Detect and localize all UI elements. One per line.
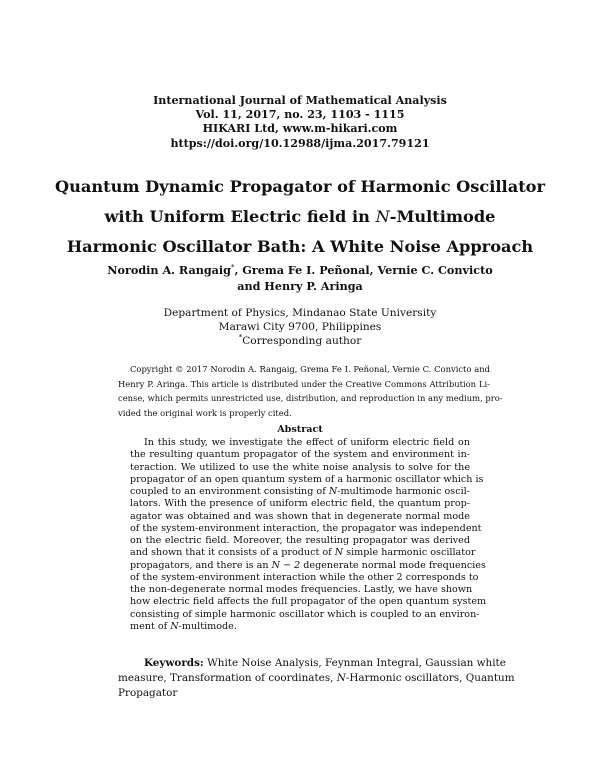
abstract-line-text: coupled to an environment consisting of bbox=[130, 486, 329, 497]
abstract-line-text: -multimode harmonic oscil- bbox=[337, 486, 470, 497]
math-n: N bbox=[170, 620, 179, 632]
corresponding-author-name: Norodin A. Rangaig bbox=[107, 263, 231, 277]
abstract-line: propagator of an open quantum system of a harmonic oscillator which is bbox=[130, 473, 484, 485]
abstract-line: teraction. We utilized to use the white noise analysis to solve for the bbox=[130, 461, 470, 473]
copyright-line: Henry P. Aringa. This article is distributed under the Creative Commons Attribution Li- bbox=[118, 378, 490, 389]
title-line-1: Quantum Dynamic Propagator of Harmonic Oscillator bbox=[54, 177, 545, 196]
abstract-line: how electric field affects the full propagator of the open quantum system bbox=[130, 596, 487, 608]
keywords-text: -Harmonic oscillators, Quantum bbox=[345, 672, 515, 685]
abstract-line: agator was obtained and was shown that in degenerate normal mode bbox=[130, 510, 470, 522]
keywords-text: White Noise Analysis, Feynman Integral, Gaussian white bbox=[203, 657, 506, 669]
keywords-text: measure, Transformation of coordinates, bbox=[118, 672, 337, 685]
keywords-line bbox=[118, 656, 506, 671]
copyright-line: vided the original work is properly cited. bbox=[118, 407, 292, 418]
title-line-2-text: with Uniform Electric field in bbox=[104, 207, 376, 227]
abstract-line-text: ment of bbox=[130, 620, 171, 632]
journal-name: International Journal of Mathematical Analysis bbox=[153, 94, 447, 107]
abstract-line bbox=[130, 559, 486, 572]
abstract-heading: Abstract bbox=[277, 424, 323, 435]
math-n-minus-2: N − 2 bbox=[271, 559, 301, 571]
abstract-line-text: -multimode. bbox=[178, 620, 237, 632]
affiliation bbox=[0, 306, 600, 348]
corresponding-note bbox=[0, 334, 600, 348]
title-line-3: Harmonic Oscillator Bath: A White Noise Approach bbox=[66, 237, 534, 257]
abstract-line-text: simple harmonic oscillator bbox=[343, 547, 476, 559]
math-n: N bbox=[336, 672, 346, 685]
title-line-2-suffix: -Multimode bbox=[389, 207, 496, 227]
abstract-line: of the system-environment interaction while the other 2 corresponds to bbox=[130, 571, 479, 583]
abstract-line-text: propagators, and there is an bbox=[130, 559, 272, 571]
title-line-2 bbox=[40, 202, 560, 232]
author-line-2: and Henry P. Aringa bbox=[237, 279, 363, 293]
abstract-text bbox=[130, 437, 487, 633]
corresponding-marker: * bbox=[231, 263, 235, 272]
abstract-line: of the system-environment interaction, the propagator was independent bbox=[130, 522, 482, 534]
copyright-line: Copyright © 2017 Norodin A. Rangaig, Grema Fe I. Peñonal, Vernie C. Convicto and bbox=[130, 364, 490, 374]
abstract-line: lators. With the presence of uniform electric field, the quantum prop- bbox=[130, 498, 470, 510]
keywords-line: Propagator bbox=[118, 687, 178, 700]
abstract-line bbox=[130, 486, 470, 498]
journal-volume: Vol. 11, 2017, no. 23, 1103 - 1115 bbox=[195, 108, 405, 122]
corresponding-note-text: Corresponding author bbox=[242, 335, 362, 347]
affiliation-department: Department of Physics, Mindanao State University bbox=[163, 307, 437, 319]
math-n: N bbox=[334, 547, 344, 559]
coauthor-names: , Grema Fe I. Peñonal, Vernie C. Convicto bbox=[234, 263, 493, 277]
journal-publisher: HIKARI Ltd, www.m-hikari.com bbox=[202, 122, 398, 136]
abstract-line bbox=[130, 621, 470, 633]
abstract-line: the non-degenerate normal modes frequencies. Lastly, we have shown bbox=[130, 584, 473, 595]
abstract-line: on the electric field. Moreover, the resulting propagator was derived bbox=[130, 535, 470, 546]
copyright-notice bbox=[118, 362, 503, 420]
affiliation-address: Marawi City 9700, Philippines bbox=[218, 321, 382, 333]
abstract-line bbox=[130, 547, 476, 559]
keywords bbox=[118, 656, 515, 702]
abstract-line-text: and shown that it consists of a product of bbox=[130, 547, 335, 559]
math-n: N bbox=[328, 486, 338, 497]
abstract-line: the resulting quantum propagator of the system and environment in- bbox=[130, 449, 470, 461]
journal-header bbox=[0, 94, 600, 151]
corresponding-note-marker: * bbox=[238, 333, 243, 342]
abstract-line: consisting of simple harmonic oscillator which is coupled to an environ- bbox=[130, 608, 480, 620]
abstract-line-text: degenerate normal mode frequencies bbox=[300, 559, 486, 571]
copyright-line: cense, which permits unrestricted use, distribution, and reproduction in any medium, pro- bbox=[118, 393, 503, 404]
abstract-line: In this study, we investigate the effect of uniform electric field on bbox=[144, 437, 470, 448]
author-line-1 bbox=[0, 262, 600, 278]
journal-doi: https://doi.org/10.12988/ijma.2017.79121 bbox=[170, 136, 430, 150]
author-list bbox=[0, 262, 600, 294]
keywords-label: Keywords: bbox=[144, 657, 204, 669]
keywords-line bbox=[118, 671, 515, 686]
paper-title bbox=[40, 172, 560, 263]
title-math-n: N bbox=[375, 207, 390, 227]
